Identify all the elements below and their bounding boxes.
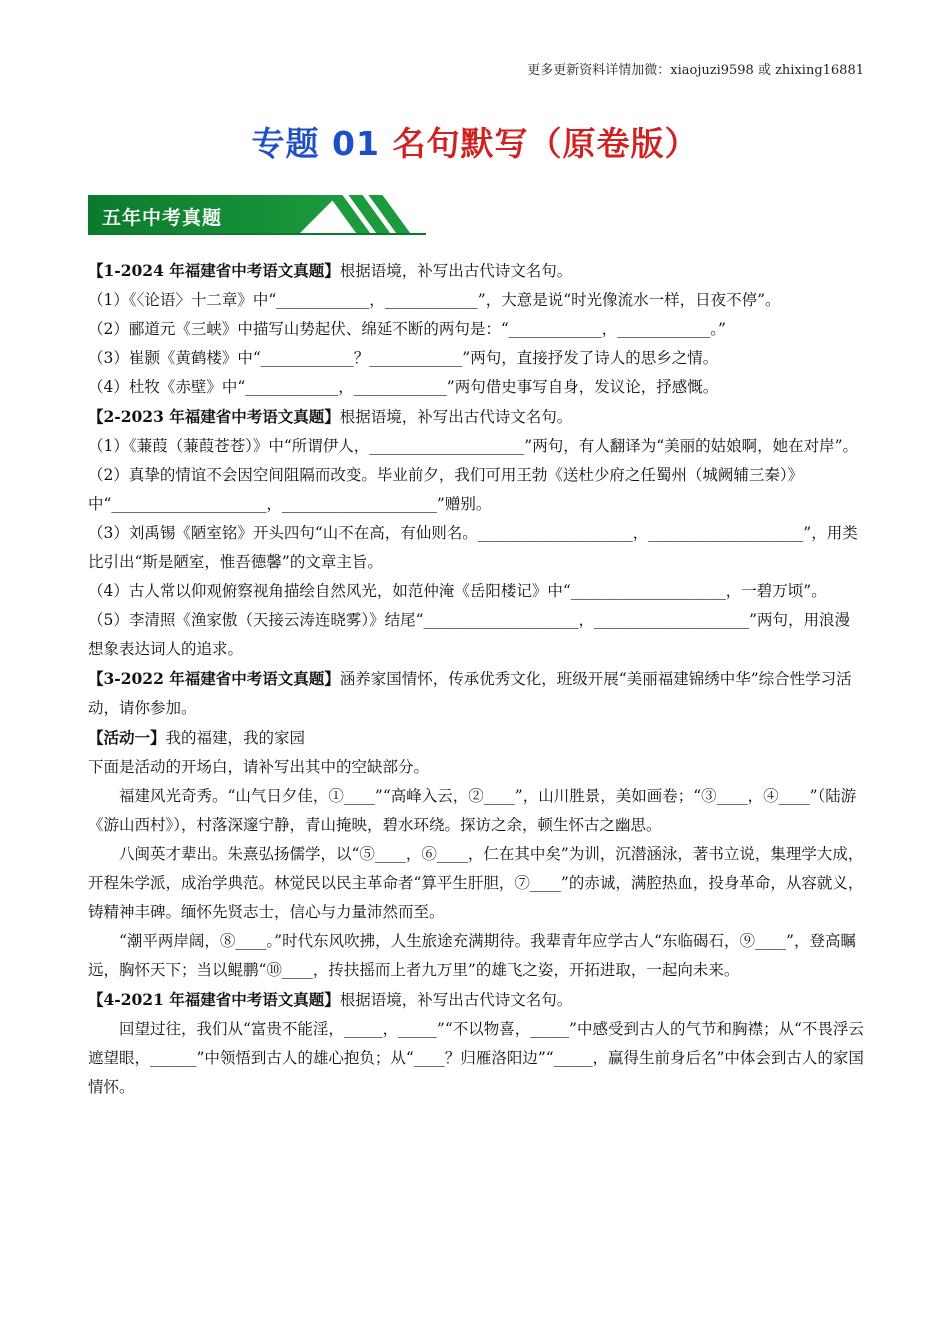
question-text: 福建风光奇秀。“山气日夕佳，①____”“高峰入云，②____”，山川胜景，美如画卷；“③____，④____”（陆游《游山西村》），村落深邃宁静，青山掩映，碧水环绕。探访之余，顿生怀古之幽思。 <box>88 787 857 834</box>
section-banner-label: 五年中考真题 <box>102 207 223 229</box>
question-text: “潮平两岸阔，⑧____。”时代东风吹拂，人生旅途充满期待。我辈青年应学古人“东临碣石，⑨____”，登高瞩远，胸怀天下；当以鲲鹏“⑩____，抟扶摇而上者九万里”的雄飞之姿，开拓进取，一起向未来。 <box>88 932 856 979</box>
question-text: （3）崔颢《黄鹤楼》中“____________？____________”两句，直接抒发了诗人的思乡之情。 <box>88 349 719 367</box>
section-banner <box>88 195 428 237</box>
question-heading: 【活动一】 <box>88 728 166 747</box>
question-text: （4）古人常以仰观俯察视角描绘自然风光，如范仲淹《岳阳楼记》中“____________________，一碧万顷”。 <box>88 582 827 600</box>
question-heading: 【2-2023 年福建省中考语文真题】 <box>88 407 340 426</box>
question-text: 回望过往，我们从“富贵不能淫，_____，_____”“不以物喜，_____”中感受到古人的气节和胸襟；从“不畏浮云遮望眼，______”中领悟到古人的雄心抱负；从“____？归雁洛阳边”“_____，赢得生前身后名”中体会到古人的家国情怀。 <box>88 1020 864 1096</box>
question-text: 八闽英才辈出。朱熹弘扬儒学，以“⑤____，⑥____，仁在其中矣”为训，沉潜涵泳，著书立说，集理学大成，开程朱学派，成治学典范。林觉民以民主革命者“算平生肝胆，⑦____”的赤诚，满腔热血，投身革命，从容就义，铸精神丰碑。缅怀先贤志士，信心与力量沛然而至。 <box>88 845 864 921</box>
title-topic-name: 名句默写（原卷版） <box>392 124 699 163</box>
question-paragraph <box>88 402 864 432</box>
question-heading: 【4-2021 年福建省中考语文真题】 <box>88 990 340 1009</box>
question-content <box>88 256 864 1102</box>
question-paragraph <box>88 432 864 461</box>
question-text: 涵养家国情怀，传承优秀文化，班级开展“美丽福建锦绣中华”综合性学习活动，请你参加。 <box>88 670 852 717</box>
question-text: 根据语境，补写出古代诗文名句。 <box>339 991 573 1009</box>
question-text: 根据语境，补写出古代诗文名句。 <box>339 408 573 426</box>
title-topic-number: 专题 01 <box>251 124 380 163</box>
question-paragraph <box>88 461 864 519</box>
question-paragraph <box>88 344 864 373</box>
question-paragraph <box>88 840 864 927</box>
question-paragraph <box>88 723 864 753</box>
question-paragraph <box>88 286 864 315</box>
question-paragraph <box>88 373 864 402</box>
question-paragraph <box>88 1015 864 1102</box>
question-paragraph <box>88 256 864 286</box>
question-paragraph <box>88 315 864 344</box>
question-heading: 【3-2022 年福建省中考语文真题】 <box>88 669 340 688</box>
question-paragraph <box>88 927 864 985</box>
question-text: （4）杜牧《赤壁》中“____________，____________”两句借史事写自身，发议论，抒感慨。 <box>88 378 719 396</box>
question-text: （2）真挚的情谊不会因空间阻隔而改变。毕业前夕，我们可用王勃《送杜少府之任蜀州（城阙辅三秦）》中“____________________，____________________”赠别。 <box>88 466 804 513</box>
question-paragraph <box>88 664 864 723</box>
question-text: 下面是活动的开场白，请补写出其中的空缺部分。 <box>88 758 430 776</box>
question-paragraph <box>88 577 864 606</box>
question-paragraph <box>88 606 864 664</box>
question-paragraph <box>88 985 864 1015</box>
question-text: （2）郦道元《三峡》中描写山势起伏、绵延不断的两句是：“____________，____________。” <box>88 320 726 338</box>
question-paragraph <box>88 782 864 840</box>
page-title <box>0 118 950 165</box>
header-note: 更多更新资料详情加微：xiaojuzi9598 或 zhixing16881 <box>527 63 864 78</box>
question-text: （1）《〈论语〉十二章》中“____________，____________”，大意是说“时光像流水一样，日夜不停”。 <box>88 291 781 309</box>
question-paragraph <box>88 753 864 782</box>
question-paragraph <box>88 519 864 577</box>
question-text: 我的福建，我的家园 <box>165 729 306 747</box>
question-text: （5）李清照《渔家傲（天接云涛连晓雾）》结尾“____________________，____________________”两句，用浪漫想象表达词人的追求。 <box>88 611 850 658</box>
question-heading: 【1-2024 年福建省中考语文真题】 <box>88 261 340 280</box>
question-text: （1）《蒹葭（蒹葭苍苍）》中“所谓伊人，____________________”两句，有人翻译为“美丽的姑娘啊，她在对岸”。 <box>88 437 859 455</box>
section-banner-underline <box>88 233 426 235</box>
question-text: 根据语境，补写出古代诗文名句。 <box>339 262 573 280</box>
question-text: （3）刘禹锡《陋室铭》开头四句“山不在高，有仙则名。____________________，____________________”，用类比引出“斯是陋室，惟吾德馨”的文章主旨。 <box>88 524 858 571</box>
